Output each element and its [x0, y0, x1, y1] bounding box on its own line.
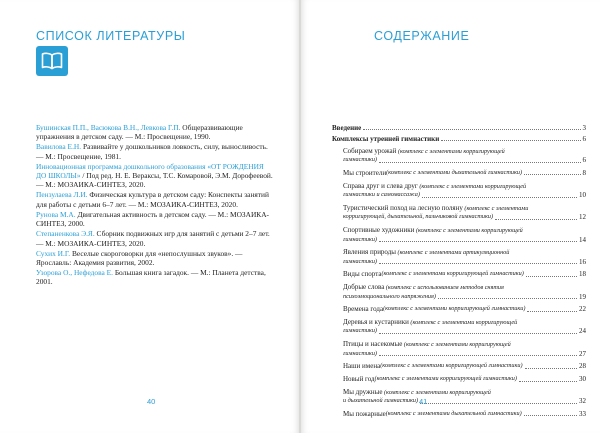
reference-author: Рунова М.А.: [36, 209, 76, 219]
bibliography-heading: СПИСОК ЛИТЕРАТУРЫ: [36, 29, 186, 43]
right-page: [301, 0, 600, 433]
toc-entry-title: Новый год: [343, 375, 375, 384]
toc-entry-note: (комплекс с элементами корригирующей гимнастики): [374, 375, 517, 383]
toc-entry[interactable]: [343, 375, 586, 384]
toc-entry-note: (комплекс с элементами корригирующей гимнастики): [380, 362, 523, 370]
reference-item: [36, 210, 274, 229]
left-page: [0, 0, 299, 433]
book-icon-box: [36, 46, 68, 76]
toc-entry-title: Справа друг и слева друг: [343, 181, 418, 190]
toc-leader: [420, 403, 577, 404]
toc-entry-note: (комплекс с элементами корригирующей: [402, 341, 511, 349]
reference-text: Физическая культура в детском саду: Конспекты занятий для работы с детьми 6–7 лет. — М.: МОЗАИКА-СИНТЕЗ, 2020.: [36, 190, 269, 209]
book-icon: [41, 52, 63, 70]
page-number-left: 40: [147, 397, 156, 406]
toc-entry-note: (комплекс с использованием методов снятия: [384, 284, 504, 292]
reference-item: [36, 229, 274, 248]
toc-page-number: 6: [582, 135, 586, 144]
reference-author: Узорова О., Нефедова Е.: [36, 268, 113, 278]
toc-entry-note: (комплекс с элементами корригирующей: [408, 318, 518, 326]
toc-leader: [524, 174, 581, 175]
toc-entry-note-cont: гимнастики): [343, 349, 377, 357]
toc-page-number: 24: [579, 327, 586, 336]
toc-entry-title: Мы строители: [343, 168, 387, 177]
toc-entry[interactable]: [343, 410, 586, 419]
toc-entry[interactable]: [343, 305, 586, 314]
toc-page-number: 22: [579, 305, 586, 314]
toc-entry-note-cont: психоэмоционального напряжения): [343, 292, 436, 300]
toc-entry[interactable]: [343, 147, 586, 165]
toc-entry-note-cont: и дыхательной гимнастики): [343, 397, 419, 405]
reference-text: Сборник подвижных игр для занятий с детьми 2–7 лет. — М.: МОЗАИКА-СИНТЕЗ, 2020.: [36, 229, 270, 248]
toc-intro[interactable]: [332, 124, 586, 132]
toc-leader: [527, 311, 577, 312]
toc-page-number: 33: [579, 409, 586, 418]
toc-leader: [379, 162, 581, 163]
toc-leader: [363, 129, 580, 130]
toc-leader: [379, 355, 577, 356]
toc-leader: [524, 415, 577, 416]
toc-entry-title: Собираем урожай: [343, 146, 397, 155]
toc-entry-note: (комплекс с элементами: [462, 204, 529, 212]
toc-entry-note-cont: гимнастики): [343, 327, 377, 335]
toc-leader: [422, 197, 577, 198]
reference-item: [36, 249, 274, 268]
toc-page-number: 19: [579, 292, 586, 301]
toc-entry-note: (комплекс с элементами дыхательной гимнастики): [385, 409, 522, 417]
toc-page-number: 32: [579, 397, 586, 406]
toc-entry-note: (комплекс с элементами дыхательной гимнастики): [386, 168, 522, 176]
toc-leader: [525, 368, 577, 369]
toc-leader: [526, 276, 577, 277]
toc-entry-note-cont: корригирующей, дыхательной, пальчиковой гимнастики): [343, 213, 494, 221]
toc-page-number: 28: [579, 362, 586, 371]
toc-entry-note-cont: гимнастики): [343, 156, 377, 164]
toc-entry-note: (комплекс с элементами артикуляционной: [396, 249, 510, 257]
toc-section[interactable]: [332, 135, 586, 143]
toc-leader: [519, 381, 577, 382]
reference-author: Сухих И.Г.: [36, 248, 71, 258]
reference-list: [36, 123, 274, 287]
table-of-contents: [332, 124, 586, 423]
toc-entry-note: (комплекс с элементами корригирующей: [382, 388, 491, 396]
reference-text: Большая книга загадок. — М.: Планета детства, 2001.: [36, 268, 266, 287]
toc-page-number: 27: [579, 349, 586, 358]
toc-page-number: 12: [579, 213, 586, 222]
toc-entry-title: Мы пожарные: [343, 409, 386, 418]
reference-text: Развивайте у дошкольников ловкость, силу, выносливость. — М.: Просвещение, 1981.: [36, 142, 268, 161]
reference-item: [36, 123, 274, 142]
toc-entry-title: Добрые слова: [343, 283, 385, 292]
toc-leader: [379, 263, 577, 264]
reference-author: Степаненкова Э.Я.: [36, 229, 95, 239]
toc-entry-title: Явления природы: [343, 248, 396, 257]
reference-text: Двигательная активность в детском саду. — М.: МОЗАИКА-СИНТЕЗ, 2000.: [36, 209, 270, 229]
reference-author: Бушинская П.П., Васюкова В.Н., Левкова Г.П.: [36, 123, 181, 132]
toc-leader: [441, 140, 580, 141]
toc-entry[interactable]: [343, 270, 586, 279]
toc-entry-note: (комплекс с элементами корригирующей: [396, 147, 505, 155]
toc-entry-title: Туристический поход на лесную поляну: [343, 203, 463, 212]
toc-entry-title: Деревья и кустарники: [343, 317, 409, 326]
toc-intro-title: Введение: [332, 124, 362, 132]
toc-page-number: 14: [579, 235, 586, 244]
toc-entry-note: (комплекс с элементами корригирующей: [417, 182, 527, 190]
toc-page-number: 30: [579, 375, 586, 384]
toc-entry[interactable]: [343, 204, 586, 222]
toc-entry[interactable]: [343, 362, 586, 371]
toc-entry[interactable]: [343, 226, 586, 244]
reference-item: [36, 190, 274, 209]
toc-leader: [379, 241, 577, 242]
page-number-right: 41: [419, 397, 428, 406]
toc-entry-note-cont: гимнастики): [343, 257, 377, 265]
toc-leader: [438, 298, 577, 299]
toc-leader: [495, 219, 577, 220]
toc-entry-title: Спортивные художники: [343, 226, 415, 235]
toc-page-number: 3: [582, 124, 586, 132]
toc-page-number: 6: [582, 156, 586, 165]
toc-entry-title: Виды спорта: [343, 270, 382, 279]
toc-entry[interactable]: [343, 248, 586, 266]
toc-page-number: 16: [579, 257, 586, 266]
toc-entry-note: (комплекс с элементами корригирующей гимнастики): [381, 270, 524, 278]
toc-entry-title: Мы дружные: [343, 387, 383, 396]
toc-page-number: 10: [579, 191, 586, 200]
toc-entry[interactable]: [343, 318, 586, 336]
toc-leader: [379, 333, 577, 334]
toc-entry-title: Времена года: [343, 305, 384, 314]
reference-item: [36, 162, 274, 190]
toc-page-number: 8: [582, 168, 586, 177]
toc-entry-note: (комплекс с элементами корригирующей гимнастики): [383, 305, 526, 313]
reference-author: Пензулаева Л.И.: [36, 190, 88, 200]
reference-item: [36, 142, 274, 161]
reference-text: / Под ред. Н. Е. Вераксы, Т.С. Комаровой, Э.М. Дорофеевой. — М.: МОЗАИКА-СИНТЕЗ, 2020.: [36, 171, 273, 190]
toc-entry-title: Наши имена: [343, 362, 381, 371]
toc-entry-note-cont: гимнастики и самомассажа): [343, 191, 420, 199]
toc-entry[interactable]: [343, 169, 586, 178]
toc-entry[interactable]: [343, 182, 586, 200]
toc-entry[interactable]: [343, 283, 586, 301]
toc-section-title: Комплексы утренней гимнастики: [332, 135, 440, 144]
toc-entry[interactable]: [343, 388, 586, 406]
toc-entry-note-cont: гимнастики): [343, 235, 377, 243]
toc-entry-title: Птицы и насекомые: [343, 340, 403, 349]
reference-author: Вавилова Е.Н.: [36, 142, 82, 152]
reference-text: Общеразвивающие упражнения в детском саду. — М.: Просвещение, 1990.: [36, 123, 243, 142]
reference-text: Веселые скороговорки для «непослушных звуков». — Ярославль: Академия развития, 2002.: [36, 248, 243, 267]
reference-item: [36, 268, 274, 287]
toc-entry[interactable]: [343, 340, 586, 358]
reference-author: Инновационная программа дошкольного образования «ОТ РОЖДЕНИЯ ДО ШКОЛЫ»: [36, 161, 264, 181]
contents-heading: СОДЕРЖАНИЕ: [374, 29, 470, 43]
toc-page-number: 18: [579, 270, 586, 279]
toc-entry-note: (комплекс с элементами корригирующей: [414, 227, 523, 235]
